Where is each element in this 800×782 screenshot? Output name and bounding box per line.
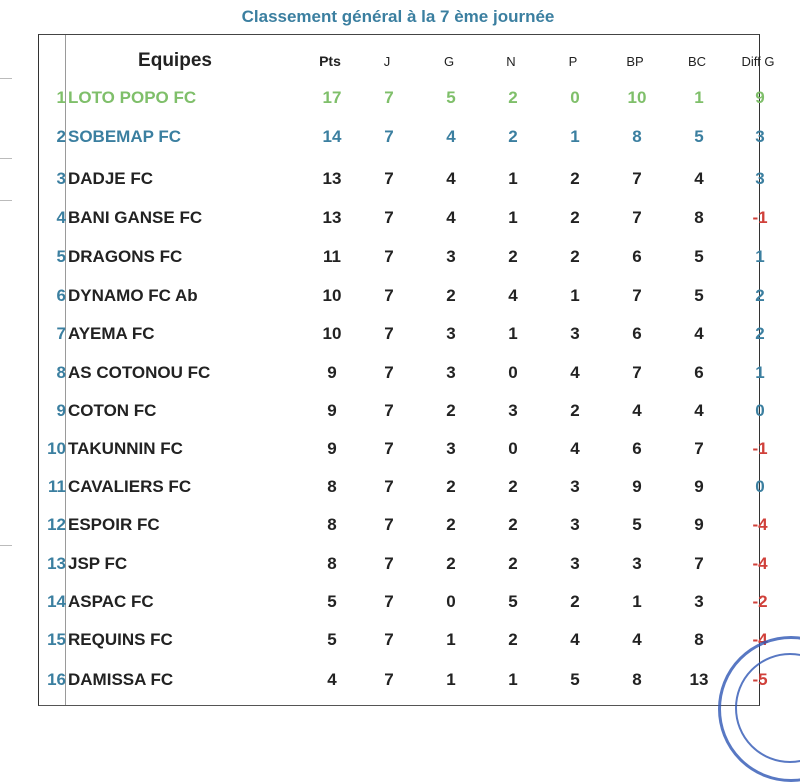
row-g: 2 xyxy=(446,554,456,573)
header-j: J xyxy=(383,53,391,69)
row-team: AYEMA FC xyxy=(68,324,155,343)
row-g: 3 xyxy=(446,363,456,382)
row-diff: 1 xyxy=(755,363,765,382)
row-rank: 6 xyxy=(56,286,66,305)
row-bc: 13 xyxy=(689,670,709,689)
row-g: 2 xyxy=(446,515,456,534)
row-n: 2 xyxy=(508,247,518,266)
row-bp: 6 xyxy=(632,324,642,343)
row-pts: 9 xyxy=(327,363,337,382)
row-pts: 8 xyxy=(327,477,337,496)
header-diff: Diff G xyxy=(741,53,775,69)
row-diff: -1 xyxy=(752,439,768,458)
row-n: 2 xyxy=(508,515,518,534)
row-diff: -5 xyxy=(752,670,768,689)
row-pts: 5 xyxy=(327,630,337,649)
row-pts: 9 xyxy=(327,439,337,458)
row-pts: 8 xyxy=(327,515,337,534)
row-n: 1 xyxy=(508,208,518,227)
row-team: COTON FC xyxy=(68,401,157,420)
row-team: DYNAMO FC Ab xyxy=(68,286,198,305)
row-diff: -4 xyxy=(752,630,768,649)
row-pts: 5 xyxy=(327,592,337,611)
table-row xyxy=(39,545,768,583)
row-team: JSP FC xyxy=(68,554,128,573)
row-bc: 9 xyxy=(694,515,704,534)
row-g: 4 xyxy=(446,127,456,146)
row-p: 0 xyxy=(570,88,580,107)
row-diff: 1 xyxy=(755,247,765,266)
row-rank: 14 xyxy=(47,592,66,611)
row-j: 7 xyxy=(384,401,394,420)
row-p: 2 xyxy=(570,401,580,420)
row-diff: 0 xyxy=(755,401,765,420)
row-rank: 8 xyxy=(56,363,66,382)
row-n: 5 xyxy=(508,592,518,611)
row-g: 4 xyxy=(446,169,456,188)
standings-table xyxy=(38,34,775,706)
row-diff: -4 xyxy=(752,515,768,534)
row-j: 7 xyxy=(384,169,394,188)
row-p: 2 xyxy=(570,247,580,266)
row-p: 4 xyxy=(570,439,580,458)
row-diff: -2 xyxy=(752,592,768,611)
row-n: 3 xyxy=(508,401,518,420)
table-row xyxy=(39,354,765,392)
row-bc: 8 xyxy=(694,208,704,227)
row-bc: 7 xyxy=(694,439,704,458)
row-team: TAKUNNIN FC xyxy=(68,439,183,458)
row-bc: 4 xyxy=(694,169,704,188)
row-rank: 16 xyxy=(47,670,66,689)
row-bp: 7 xyxy=(632,363,642,382)
row-team: DRAGONS FC xyxy=(68,247,183,266)
row-pts: 14 xyxy=(322,127,342,146)
row-j: 7 xyxy=(384,439,394,458)
header-team: Equipes xyxy=(138,50,212,71)
row-p: 1 xyxy=(570,127,580,146)
row-rank: 9 xyxy=(56,401,66,420)
table-row xyxy=(39,392,765,430)
row-team: ASPAC FC xyxy=(68,592,154,611)
header-bp: BP xyxy=(626,53,644,69)
row-p: 1 xyxy=(570,286,580,305)
header-pts: Pts xyxy=(319,53,341,69)
row-team: DADJE FC xyxy=(68,169,154,188)
row-bc: 1 xyxy=(694,88,704,107)
row-diff: 3 xyxy=(755,169,765,188)
row-p: 3 xyxy=(570,324,580,343)
row-team: BANI GANSE FC xyxy=(68,208,203,227)
table-row xyxy=(39,238,765,276)
row-bp: 5 xyxy=(632,515,642,534)
row-team: ESPOIR FC xyxy=(68,515,160,534)
table-row xyxy=(39,621,768,659)
row-bc: 4 xyxy=(694,324,704,343)
row-g: 4 xyxy=(446,208,456,227)
row-pts: 4 xyxy=(327,670,337,689)
table-row xyxy=(39,79,765,117)
row-bp: 6 xyxy=(632,247,642,266)
row-g: 1 xyxy=(446,630,456,649)
row-j: 7 xyxy=(384,515,394,534)
row-p: 4 xyxy=(570,363,580,382)
row-p: 2 xyxy=(570,592,580,611)
row-rank: 3 xyxy=(56,169,66,188)
row-bp: 1 xyxy=(632,592,642,611)
row-j: 7 xyxy=(384,324,394,343)
row-p: 3 xyxy=(570,515,580,534)
row-rank: 12 xyxy=(47,515,66,534)
row-p: 4 xyxy=(570,630,580,649)
row-bp: 7 xyxy=(632,169,642,188)
scan-line xyxy=(0,545,12,546)
row-j: 7 xyxy=(384,208,394,227)
row-rank: 2 xyxy=(56,127,66,146)
row-j: 7 xyxy=(384,88,394,107)
row-pts: 9 xyxy=(327,401,337,420)
row-rank: 10 xyxy=(47,439,66,458)
row-pts: 13 xyxy=(322,208,342,227)
row-diff: 2 xyxy=(755,286,765,305)
row-pts: 13 xyxy=(322,169,342,188)
row-rank: 13 xyxy=(47,554,66,573)
row-j: 7 xyxy=(384,247,394,266)
row-g: 1 xyxy=(446,670,456,689)
row-g: 0 xyxy=(446,592,456,611)
row-j: 7 xyxy=(384,554,394,573)
row-n: 2 xyxy=(508,88,518,107)
row-g: 2 xyxy=(446,401,456,420)
row-n: 2 xyxy=(508,554,518,573)
row-bp: 10 xyxy=(627,88,647,107)
row-bp: 4 xyxy=(632,630,642,649)
header-n: N xyxy=(506,53,516,69)
table-row xyxy=(39,583,768,621)
row-n: 2 xyxy=(508,477,518,496)
row-bp: 3 xyxy=(632,554,642,573)
table-row xyxy=(39,661,768,699)
row-j: 7 xyxy=(384,477,394,496)
row-n: 0 xyxy=(508,363,518,382)
row-g: 2 xyxy=(446,286,456,305)
row-j: 7 xyxy=(384,630,394,649)
table-row xyxy=(39,468,765,506)
table-row xyxy=(39,315,765,353)
row-n: 1 xyxy=(508,670,518,689)
row-diff: -1 xyxy=(752,208,768,227)
row-rank: 7 xyxy=(56,324,66,343)
row-bc: 4 xyxy=(694,401,704,420)
row-rank: 11 xyxy=(48,477,66,496)
row-bp: 7 xyxy=(632,208,642,227)
row-team: SOBEMAP FC xyxy=(68,127,182,146)
row-bc: 5 xyxy=(694,127,704,146)
row-pts: 10 xyxy=(322,324,342,343)
row-j: 7 xyxy=(384,127,394,146)
row-diff: 0 xyxy=(755,477,765,496)
row-team: DAMISSA FC xyxy=(68,670,174,689)
row-j: 7 xyxy=(384,363,394,382)
row-diff: 2 xyxy=(755,324,765,343)
row-bc: 5 xyxy=(694,286,704,305)
row-rank: 4 xyxy=(56,208,66,227)
scan-line xyxy=(0,158,12,159)
row-team: REQUINS FC xyxy=(68,630,173,649)
header-bc: BC xyxy=(687,53,707,69)
row-team: AS COTONOU FC xyxy=(68,363,211,382)
table-row xyxy=(39,199,768,237)
row-pts: 17 xyxy=(322,88,342,107)
row-n: 1 xyxy=(508,324,518,343)
header-p: P xyxy=(568,53,578,69)
row-team: LOTO POPO FC xyxy=(68,88,197,107)
page-title: Classement général à la 7 ème journée xyxy=(241,7,555,26)
row-pts: 11 xyxy=(323,247,341,266)
table-row xyxy=(39,430,768,468)
row-p: 2 xyxy=(570,169,580,188)
row-bp: 8 xyxy=(632,127,642,146)
row-bp: 6 xyxy=(632,439,642,458)
table-header xyxy=(39,39,775,83)
row-g: 3 xyxy=(446,324,456,343)
row-team: CAVALIERS FC xyxy=(68,477,192,496)
row-g: 3 xyxy=(446,439,456,458)
row-bp: 4 xyxy=(632,401,642,420)
stamp-inner-ring xyxy=(735,653,800,763)
row-n: 2 xyxy=(508,127,518,146)
row-p: 3 xyxy=(570,554,580,573)
table-row xyxy=(39,118,765,156)
row-bp: 8 xyxy=(632,670,642,689)
row-bp: 9 xyxy=(632,477,642,496)
scan-line xyxy=(0,200,12,201)
row-bp: 7 xyxy=(632,286,642,305)
row-bc: 9 xyxy=(694,477,704,496)
row-rank: 15 xyxy=(47,630,66,649)
row-rank: 1 xyxy=(56,88,66,107)
row-g: 5 xyxy=(446,88,456,107)
row-pts: 8 xyxy=(327,554,337,573)
row-p: 5 xyxy=(570,670,580,689)
row-bc: 5 xyxy=(694,247,704,266)
row-j: 7 xyxy=(384,592,394,611)
row-pts: 10 xyxy=(322,286,342,305)
row-diff: 9 xyxy=(755,88,765,107)
row-bc: 7 xyxy=(694,554,704,573)
header-g: G xyxy=(443,53,455,69)
row-n: 2 xyxy=(508,630,518,649)
row-bc: 6 xyxy=(694,363,704,382)
row-rank: 5 xyxy=(56,247,66,266)
scan-line xyxy=(0,78,12,79)
table-row xyxy=(39,160,765,198)
table-row xyxy=(39,506,768,544)
row-diff: 3 xyxy=(755,127,765,146)
row-n: 0 xyxy=(508,439,518,458)
row-n: 1 xyxy=(508,169,518,188)
table-row xyxy=(39,277,765,315)
row-g: 3 xyxy=(446,247,456,266)
row-j: 7 xyxy=(384,286,394,305)
row-bc: 3 xyxy=(694,592,704,611)
row-p: 2 xyxy=(570,208,580,227)
row-j: 7 xyxy=(384,670,394,689)
row-p: 3 xyxy=(570,477,580,496)
row-diff: -4 xyxy=(752,554,768,573)
row-n: 4 xyxy=(508,286,518,305)
row-bc: 8 xyxy=(694,630,704,649)
row-g: 2 xyxy=(446,477,456,496)
